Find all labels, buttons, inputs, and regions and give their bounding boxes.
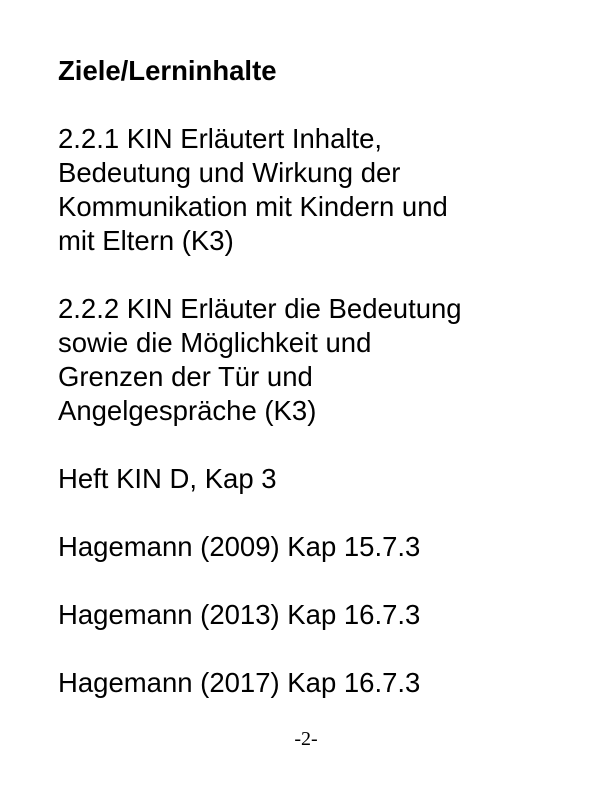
reference-item: Hagemann (2009) Kap 15.7.3 bbox=[58, 531, 421, 562]
learning-objective-2-2-2 bbox=[58, 292, 588, 428]
objective-line: 2.2.1 KIN Erläutert Inhalte, bbox=[58, 123, 383, 154]
objective-line: Kommunikation mit Kindern und bbox=[58, 191, 448, 222]
objective-line: Grenzen der Tür und bbox=[58, 361, 313, 392]
objective-line: Angelgespräche (K3) bbox=[58, 395, 317, 426]
page-content bbox=[58, 54, 588, 700]
page-number: -2- bbox=[294, 728, 318, 750]
objective-line: sowie die Möglichkeit und bbox=[58, 327, 372, 358]
reference-item: Heft KIN D, Kap 3 bbox=[58, 463, 277, 494]
section-heading: Ziele/Lerninhalte bbox=[58, 55, 277, 86]
learning-objective-2-2-1 bbox=[58, 122, 588, 258]
reference-item: Hagemann (2013) Kap 16.7.3 bbox=[58, 599, 421, 630]
objective-line: 2.2.2 KIN Erläuter die Bedeutung bbox=[58, 293, 462, 324]
reference-item: Hagemann (2017) Kap 16.7.3 bbox=[58, 667, 421, 698]
objective-line: mit Eltern (K3) bbox=[58, 225, 234, 256]
objective-line: Bedeutung und Wirkung der bbox=[58, 157, 401, 188]
